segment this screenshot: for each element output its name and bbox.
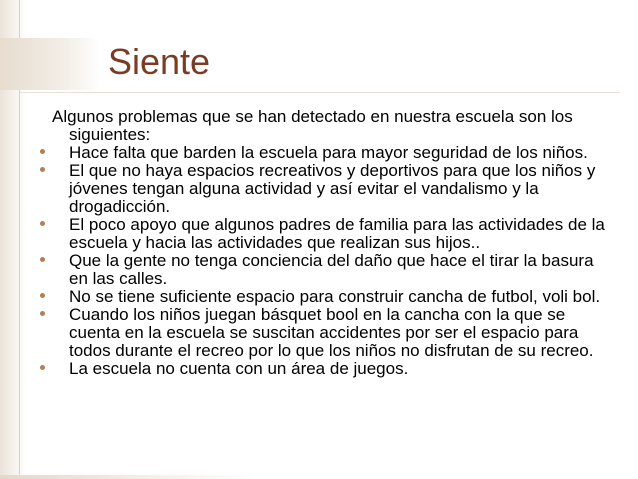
bullet-dot-icon — [40, 293, 45, 298]
bullet-item — [52, 306, 617, 360]
bullet-dot-icon — [40, 257, 45, 262]
slide-body — [52, 108, 617, 378]
bullet-text: El poco apoyo que algunos padres de familia para las actividades de la escuela y hacia las actividades que realizan sus hijos.. — [69, 215, 605, 252]
bullet-dot-icon — [40, 149, 45, 154]
bullet-dot-icon — [40, 311, 45, 316]
bullet-dot-icon — [40, 167, 45, 172]
bottom-decoration — [0, 475, 638, 479]
bullet-text: Hace falta que barden la escuela para mayor seguridad de los niños. — [69, 143, 588, 162]
bullet-text: Cuando los niños juegan básquet bool en la cancha con la que se cuenta en la escuela se suscitan accidentes por ser el espacio para todos durante el recreo por lo que los niños no disfrutan de su recreo. — [69, 305, 594, 360]
bullet-text: Que la gente no tenga conciencia del daño que hace el tirar la basura en las calles. — [69, 251, 594, 288]
bullet-item — [52, 144, 617, 162]
bullet-item — [52, 216, 617, 252]
slide-title: Siente — [108, 41, 211, 82]
bullet-item — [52, 252, 617, 288]
title-accent-bar — [0, 38, 100, 90]
bullet-text: No se tiene suficiente espacio para construir cancha de futbol, voli bol. — [69, 287, 601, 306]
bullet-list — [52, 144, 617, 378]
bullet-text: El que no haya espacios recreativos y deportivos para que los niños y jóvenes tengan alguna actividad y así evitar el vandalismo y la drogadicción. — [69, 161, 596, 216]
bullet-item — [52, 288, 617, 306]
intro-text: Algunos problemas que se han detectado en nuestra escuela son los siguientes: — [52, 107, 573, 144]
bullet-item — [52, 162, 617, 216]
bullet-dot-icon — [40, 365, 45, 370]
bullet-text: La escuela no cuenta con un área de juegos. — [69, 359, 409, 378]
title-divider — [20, 92, 620, 93]
bullet-item — [52, 360, 617, 378]
bullet-dot-icon — [40, 221, 45, 226]
